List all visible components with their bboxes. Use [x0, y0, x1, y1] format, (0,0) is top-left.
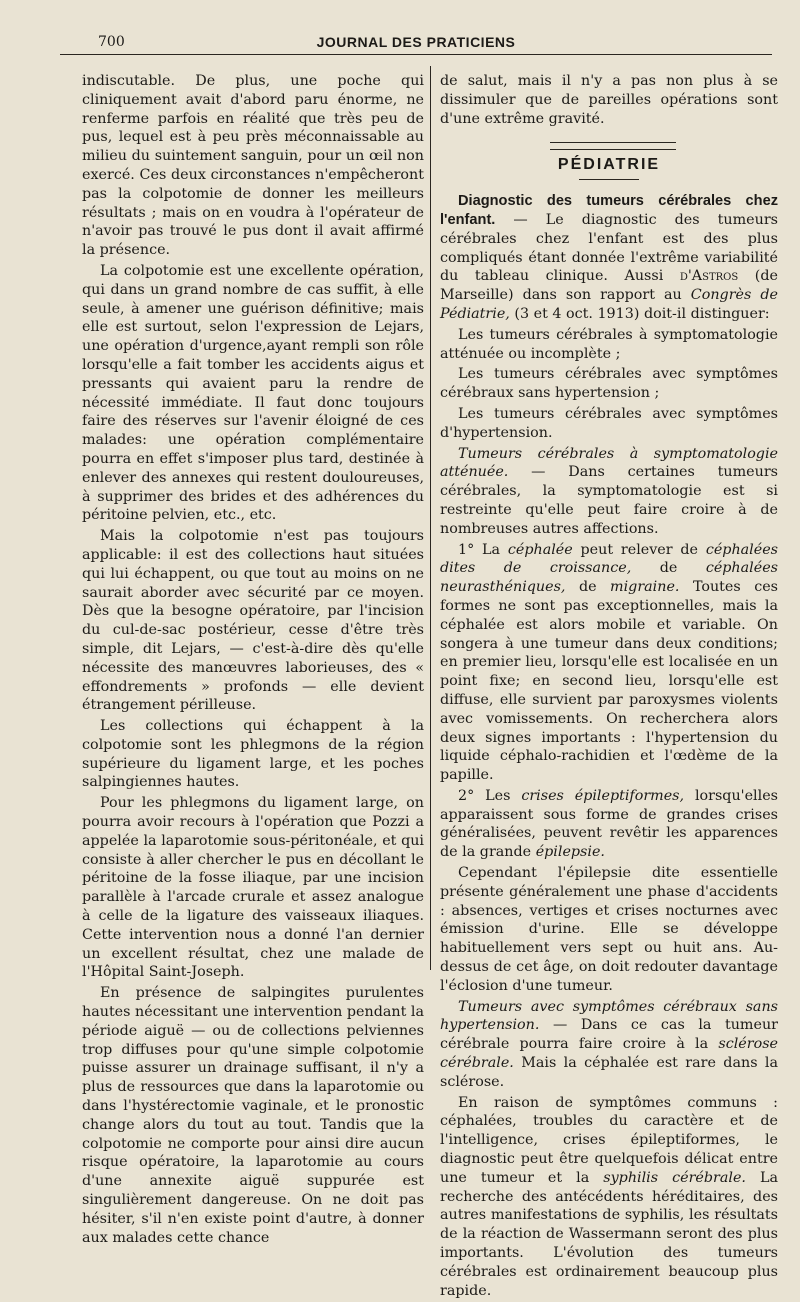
column-divider [430, 66, 431, 970]
text-run: En raison de symptômes communs : céphalées, troubles du caractère et de l'intelligence, crises épileptiformes, le diagnostic peut être quelquefois délicat entre une tumeur et la [440, 1094, 778, 1186]
text-run: Toutes ces formes ne sont pas exceptionnelles, mais la céphalée est alors mobile et variable. On songera à une tumeur dans deux conditions; en premier lieu, lorsqu'elle est localisée en un point fixe; en second lieu, lorsqu'elle est diffuse, elle survient par paroxysmes violents avec vomissements. On recherchera alors deux signes importants : l'hypertension du liquide céphalo-rachidien et l'œdème de la papille. [440, 579, 778, 784]
text-run: La recherche des antécédents héréditaires, des autres manifestations de syphilis, les résultats de la réaction de Wassermann seront des plus importants. L'évolution des tumeurs cérébrales est ordinairement beaucoup plus rapide. [440, 1169, 779, 1299]
subheading: Tumeurs avec symptômes cérébraux sans hypertension. [440, 998, 778, 1034]
text-run: (de Marseille) dans son rapport au [440, 268, 778, 304]
page-header [60, 32, 772, 55]
article-title: Diagnostic des tumeurs cérébrales chez l'enfant. [440, 193, 778, 228]
paragraph: En présence de salpingites purulentes hautes nécessitant une intervention pendant la période aiguë — ou de collections pelviennes trop diffuses pour qu'une simple colpotomie puisse assurer un drainage suffisant, il n'y a plus de ressources que dans la laparotomie ou dans l'hystérectomie vaginale, et le pronostic change alors du tout au tout. Tandis que la colpotomie ne comporte pour ainsi dire aucun risque opératoire, la laparotomie au cours d'une annexite aiguë suppurée est singulièrement dangereuse. On ne doit pas hésiter, s'il n'en existe point d'autre, à donner aux malades cette chance [82, 985, 424, 1246]
paragraph: Les tumeurs cérébrales à symptomatologie atténuée ou incomplète ; [440, 326, 778, 362]
section-title: PÉDIATRIE [557, 156, 661, 174]
paragraph [440, 192, 778, 324]
text-run: 1° La [458, 541, 508, 558]
text-run: (3 et 4 oct. 1913) doit-il distinguer: [509, 305, 770, 322]
paragraph [440, 787, 778, 862]
congress-name: Congrès de Pédiatrie, [440, 287, 778, 322]
term: céphalées dites de croissance, [440, 541, 779, 577]
right-column [440, 72, 778, 1302]
left-column [82, 72, 424, 1249]
paragraph [440, 541, 778, 785]
author-name: d'Astros [679, 268, 739, 285]
text-run: — Le diagnostic des tumeurs cérébrales chez l'enfant est des plus compliqués étant donnée l'extrême variabilité du tableau clinique. Aussi [440, 211, 778, 285]
term: sclérose cérébrale. [440, 1036, 778, 1072]
paragraph [440, 445, 778, 539]
paragraph: La colpotomie est une excellente opération, qui dans un grand nombre de cas suffit, à elle seule, à amener une guérison définitive; mais elle est surtout, selon l'expression de Lejars, une opération d'urgence,ayant rempli son rôle lorsqu'elle a fait tomber les accidents aigus et pressants qui avaient paru la rendre de nécessité immédiate. Il faut donc toujours faire des réserves sur l'avenir éloigné de ces malades: une opération complémentaire pourra en effet s'imposer plus tard, destinée à enlever des annexes qui restent douloureuses, à supprimer des brides et des adhérences du péritoine pelvien, etc., etc. [82, 262, 424, 524]
text-run: lorsqu'elles apparaissent sous forme de grandes crises généralisées, peuvent revêtir les apparences de la grande [440, 787, 779, 861]
term: épilepsie. [535, 844, 605, 861]
term: céphalées neurasthéniques, [440, 560, 778, 596]
paragraph: indiscutable. De plus, une poche qui cliniquement avait d'abord paru énorme, ne renferme parfois en réalité que très peu de pus, lequel est à peu près méconnaissable au milieu du suintement sanguin, pour un œil non exercé. Ces deux circonstances n'empêcheront pas la colpotomie de donner les meilleurs résultats ; mais on en voudra à l'opérateur de n'avoir pas trouvé le pus dont il avait affirmé la présence. [82, 73, 424, 259]
term: migraine. [610, 579, 680, 596]
paragraph: Les collections qui échappent à la colpotomie sont les phlegmons de la région supérieure du ligament large, et les poches salpingiennes hautes. [82, 718, 424, 791]
text-run: de [631, 560, 706, 577]
text-run: peut relever de [572, 541, 706, 558]
paragraph [440, 1094, 778, 1301]
text-run: Mais la céphalée est rare dans la sclérose. [440, 1055, 778, 1090]
paragraph: de salut, mais il n'y a pas non plus à se dissimuler que de pareilles opérations sont d'une extrême gravité. [440, 73, 778, 127]
subheading: Tumeurs cérébrales à symptomatologie atténuée. [440, 445, 778, 481]
journal-title: JOURNAL DES PRATICIENS [316, 34, 516, 50]
text-run: — Dans ce cas la tumeur cérébrale pourra faire croire à la [440, 1017, 778, 1053]
paragraph [440, 998, 778, 1092]
text-run: — Dans certaines tumeurs cérébrales, la symptomatologie est si restreinte qu'elle peut faire croire à de nombreuses autres affections. [440, 464, 778, 537]
term: crises épileptiformes, [521, 787, 685, 804]
paragraph: Mais la colpotomie n'est pas toujours applicable: il est des collections haut situées qui lui échappent, ou que tout au moins on ne saurait aborder avec sécurité par ce moyen. Dès que la besogne opératoire, par l'incision du cul-de-sac postérieur, cesse d'être très simple, dit Lejars, — c'est-à-dire dès qu'elle nécessite des manœuvres laborieuses, des « effondrements » profonds — elle devient étrangement périlleuse. [82, 528, 424, 714]
text-run: de [565, 579, 611, 596]
section-rule [579, 179, 639, 180]
term: syphilis cérébrale. [603, 1169, 746, 1186]
page-number: 700 [98, 34, 125, 50]
term: céphalée [507, 541, 573, 558]
paragraph: Les tumeurs cérébrales avec symptômes d'hypertension. [440, 405, 778, 441]
section-double-rule [550, 142, 676, 150]
text-run: 2° Les [458, 787, 522, 804]
paragraph: Les tumeurs cérébrales avec symptômes cérébraux sans hypertension ; [440, 366, 778, 402]
paragraph: Cependant l'épilepsie dite essentielle présente généralement une phase d'accidents : absences, vertiges et crises nocturnes avec émission d'urine. Elle se développe habituellement vers sept ou huit ans. Au-dessus de cet âge, on doit redouter davantage l'éclosion d'une tumeur. [440, 865, 778, 994]
paragraph: Pour les phlegmons du ligament large, on pourra avoir recours à l'opération que Pozzi a appelée la laparotomie sous-péritonéale, et qui consiste à aller chercher le pus en décollant le péritoine de la fosse iliaque, par une incision parallèle à l'arcade crurale et assez analogue à celle de la ligature des vaisseaux iliaques. Cette intervention nous a donné l'an dernier un excellent résultat, chez une malade de l'Hôpital Saint-Joseph. [82, 795, 424, 981]
